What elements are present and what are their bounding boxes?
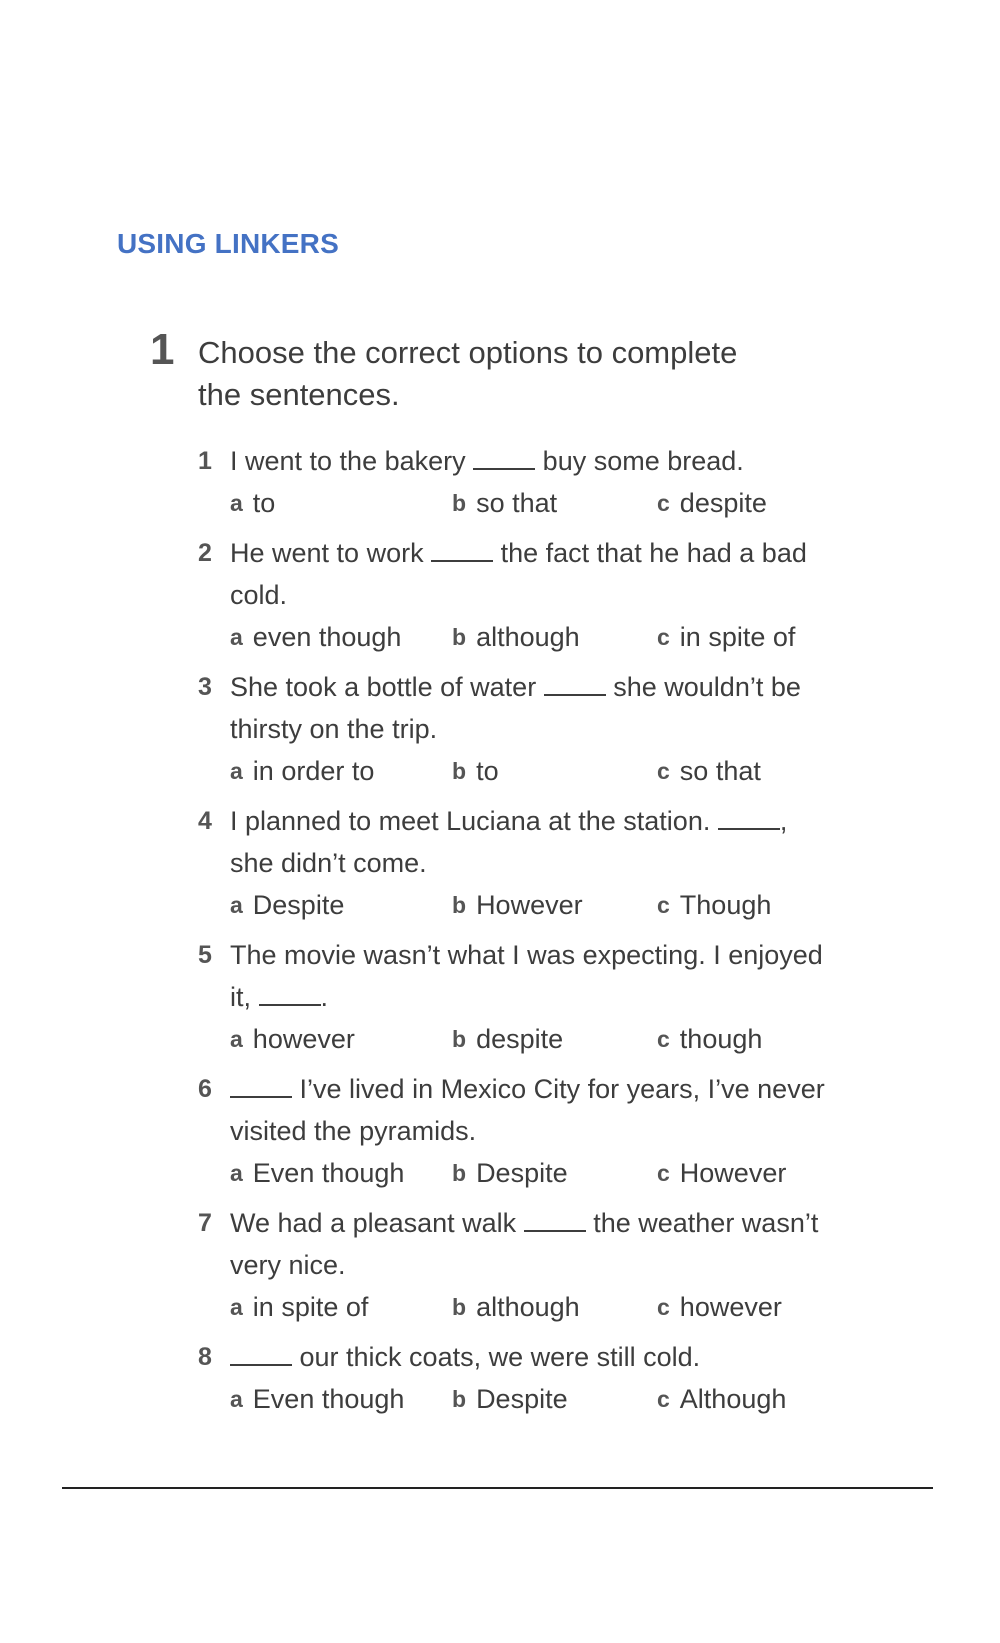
answer-option[interactable] [230,750,452,792]
option-text: in spite of [679,622,796,652]
answer-option[interactable] [230,1152,452,1194]
question-text [230,800,838,884]
option-letter: c [657,1160,670,1186]
option-letter: c [657,624,670,650]
option-text: Even though [252,1158,405,1188]
answer-option[interactable] [657,616,795,658]
option-text: even though [252,622,402,652]
question-text [230,1336,838,1378]
answer-blank[interactable] [473,446,535,470]
option-text: Despite [476,1384,568,1414]
option-text: however [252,1024,355,1054]
option-letter: a [230,1294,243,1320]
option-letter: a [230,892,243,918]
question-text [230,1068,838,1152]
option-letter: c [657,1294,670,1320]
answer-blank[interactable] [544,672,606,696]
option-letter: b [452,892,467,918]
answer-options [230,750,838,792]
option-text: Although [679,1384,787,1414]
question-number: 6 [198,1075,212,1103]
answer-option[interactable] [452,1152,657,1194]
option-text: despite [679,488,767,518]
question-number: 7 [198,1209,212,1237]
answer-option[interactable] [452,884,657,926]
answer-blank[interactable] [259,982,321,1006]
question-text-after: . [320,982,329,1012]
exercise-number: 1 [150,325,175,374]
option-letter: a [230,1160,243,1186]
question-item [198,800,838,926]
answer-options [230,482,838,524]
answer-option[interactable] [230,1378,452,1420]
answer-options [230,616,838,658]
option-letter: b [452,1160,467,1186]
option-letter: a [230,758,243,784]
answer-option[interactable] [230,1018,452,1060]
exercise-instruction: Choose the correct options to complete the sentences. [198,335,738,412]
question-item [198,1202,838,1328]
question-item [198,666,838,792]
question-text-before: I planned to meet Luciana at the station. [230,806,711,836]
option-letter: a [230,490,243,516]
question-text [230,934,838,1018]
answer-blank[interactable] [431,538,493,562]
answer-blank[interactable] [718,806,780,830]
question-text-before: She took a bottle of water [230,672,537,702]
answer-option[interactable] [452,1018,657,1060]
option-text: although [476,622,580,652]
option-letter: b [452,1386,467,1412]
answer-blank[interactable] [230,1074,292,1098]
answer-option[interactable] [657,1018,762,1060]
question-item [198,1336,838,1420]
option-text: However [679,1158,787,1188]
option-text: however [679,1292,782,1322]
question-number: 4 [198,807,212,835]
question-text-after: I’ve lived in Mexico City for years, I’ve never visited the pyramids. [230,1074,825,1146]
question-number: 1 [198,447,212,475]
option-letter: b [452,624,467,650]
answer-blank[interactable] [524,1208,586,1232]
option-text: although [476,1292,580,1322]
answer-option[interactable] [657,1378,786,1420]
question-number: 8 [198,1343,212,1371]
answer-option[interactable] [657,750,761,792]
answer-options [230,1286,838,1328]
option-letter: b [452,490,467,516]
question-text-before: We had a pleasant walk [230,1208,517,1238]
question-text-after: the weather wasn’t very nice. [230,1208,819,1280]
option-letter: b [452,1026,467,1052]
question-item [198,934,838,1060]
question-text-after: buy some bread. [542,446,744,476]
question-text-before: I went to the bakery [230,446,466,476]
question-text-before: He went to work [230,538,424,568]
answer-options [230,1378,838,1420]
answer-option[interactable] [452,482,657,524]
answer-option[interactable] [230,1286,452,1328]
answer-blank[interactable] [230,1342,292,1366]
option-letter: c [657,1386,670,1412]
answer-option[interactable] [230,616,452,658]
question-text-after: the fact that he had a bad cold. [230,538,807,610]
option-text: to [476,756,499,786]
answer-option[interactable] [452,616,657,658]
option-letter: c [657,490,670,516]
question-number: 2 [198,539,212,567]
answer-option[interactable] [452,1378,657,1420]
question-text [230,532,838,616]
option-text: so that [679,756,761,786]
answer-option[interactable] [657,884,771,926]
question-item [198,440,838,524]
answer-option[interactable] [657,1152,786,1194]
answer-option[interactable] [657,482,767,524]
question-text [230,1202,838,1286]
question-number: 5 [198,941,212,969]
option-text: in order to [252,756,375,786]
question-text-before: The movie wasn’t what I was expecting. I enjoyed it, [230,940,823,1012]
question-list [198,440,838,1428]
option-text: Despite [252,890,345,920]
option-letter: a [230,1386,243,1412]
option-letter: c [657,892,670,918]
answer-option[interactable] [230,482,452,524]
question-text-after: our thick coats, we were still cold. [299,1342,701,1372]
question-item [198,1068,838,1194]
option-text: though [679,1024,763,1054]
option-text: in spite of [252,1292,369,1322]
option-text: Though [679,890,772,920]
option-text: to [252,488,276,518]
answer-option[interactable] [230,884,452,926]
answer-option[interactable] [452,1286,657,1328]
question-number: 3 [198,673,212,701]
option-letter: c [657,1026,670,1052]
answer-options [230,884,838,926]
page-title: USING LINKERS [117,228,339,259]
option-text: Despite [476,1158,568,1188]
option-text: so that [476,488,558,518]
question-text-after: , she didn’t come. [230,806,788,878]
question-text [230,666,838,750]
option-letter: a [230,624,243,650]
option-text: Even though [252,1384,405,1414]
answer-option[interactable] [452,750,657,792]
option-letter: b [452,758,467,784]
option-text: despite [476,1024,564,1054]
footer-divider [62,1487,933,1489]
option-text: However [476,890,583,920]
option-letter: b [452,1294,467,1320]
question-item [198,532,838,658]
answer-options [230,1018,838,1060]
answer-option[interactable] [657,1286,782,1328]
option-letter: a [230,1026,243,1052]
answer-options [230,1152,838,1194]
question-text [230,440,838,482]
question-text-after: she wouldn’t be thirsty on the trip. [230,672,801,744]
option-letter: c [657,758,670,784]
